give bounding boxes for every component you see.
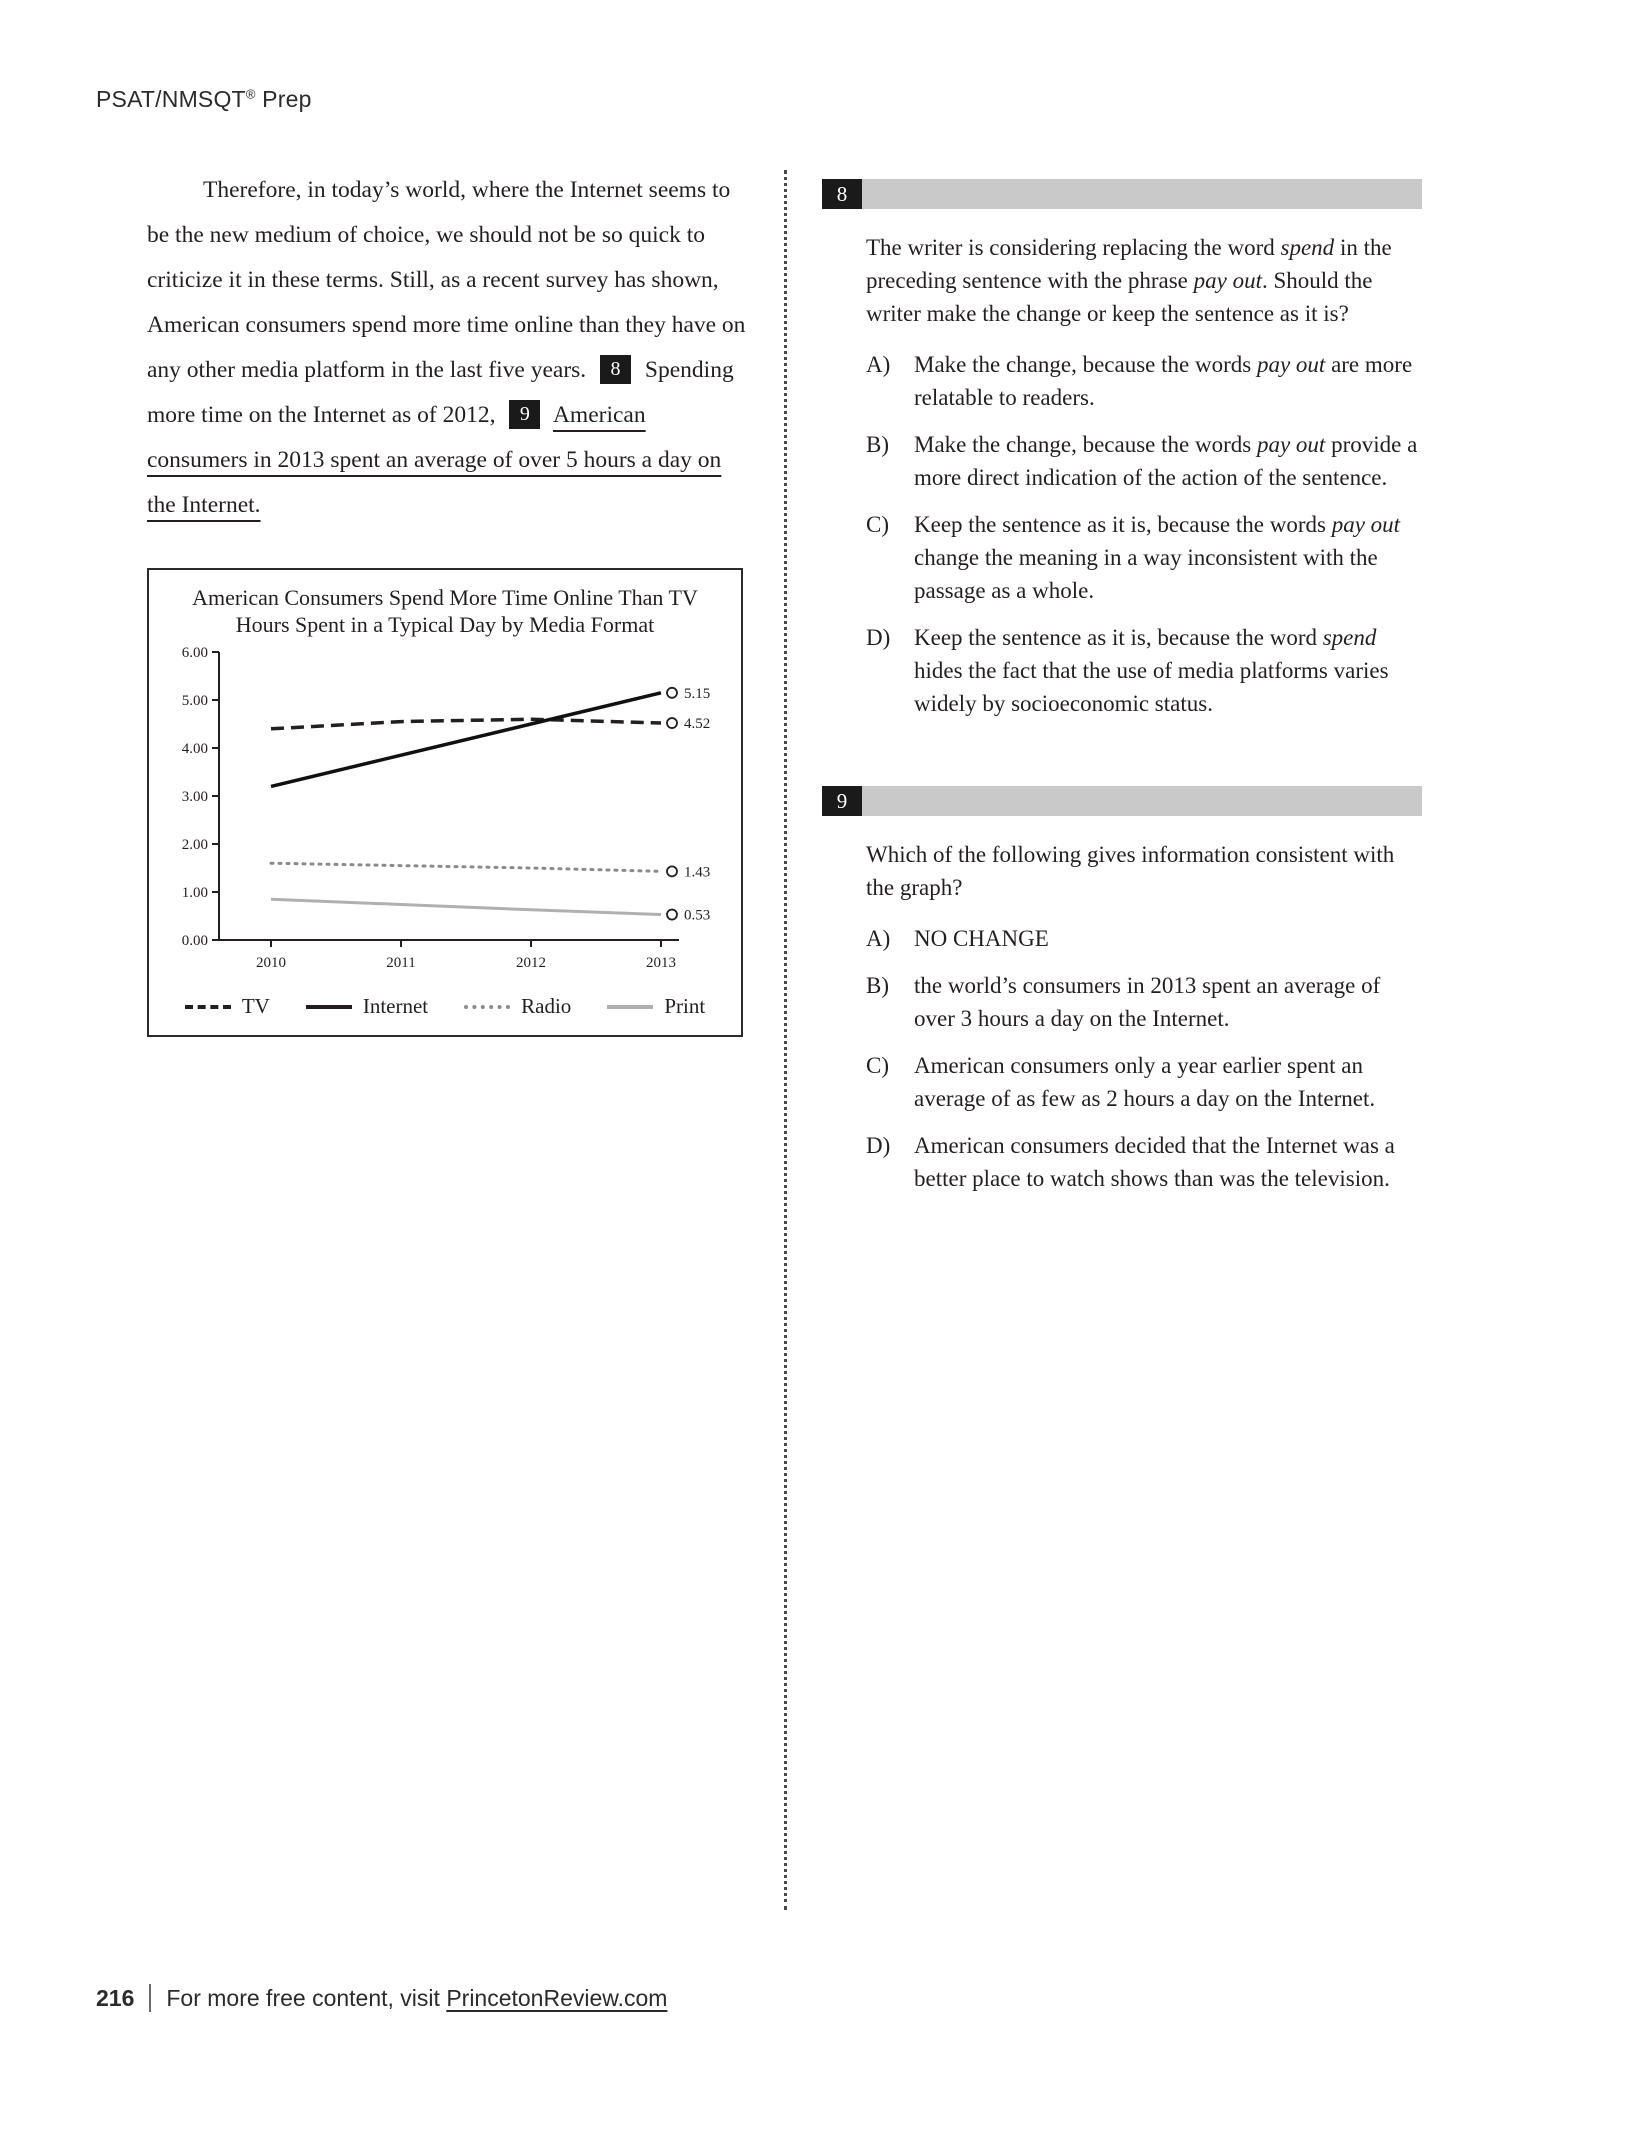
legend-item-tv [185, 994, 270, 1019]
svg-text:5.15: 5.15 [684, 685, 711, 702]
footer-text: For more free content, visit [166, 1984, 440, 2011]
left-column [147, 168, 747, 1037]
choice-9d-letter: D) [866, 1133, 891, 1158]
choice-9c-letter: C) [866, 1053, 889, 1078]
choice-8d-italic: spend [1322, 625, 1377, 650]
choice-8d-part: Keep the sentence as it is, because the word [914, 625, 1323, 650]
passage-marker-8: 8 [600, 355, 631, 384]
q8-stem-part: in the preceding sentence with the phrase [866, 235, 1392, 293]
choice-8c-part: change the meaning in a way inconsistent with the passage as a whole. [914, 545, 1378, 603]
question-9 [822, 786, 1422, 1195]
choice-8b-part: provide a more direct indication of the action of the sentence. [914, 432, 1418, 490]
legend-label-print: Print [664, 994, 706, 1018]
svg-text:2012: 2012 [516, 955, 546, 971]
svg-text:2013: 2013 [646, 955, 676, 971]
page-number: 216 [96, 1984, 135, 2011]
choice-9b [866, 969, 1422, 1035]
legend-item-print [607, 994, 705, 1019]
svg-text:4.00: 4.00 [181, 741, 208, 757]
choice-9d [866, 1129, 1422, 1195]
passage-underlined-sentence: American consumers in 2013 spent an average of over 5 hours a day on the Internet. [147, 402, 722, 518]
choice-8a-part: are more relatable to readers. [914, 352, 1413, 410]
choice-8b-letter: B) [866, 432, 889, 457]
svg-text:2.00: 2.00 [181, 837, 208, 853]
registered-mark: ® [245, 86, 256, 102]
question-9-choices [822, 922, 1422, 1195]
q8-stem-part: . Should the writer make the change or keep the sentence as it is? [866, 268, 1373, 326]
legend-item-radio [464, 994, 571, 1019]
choice-8c-part: Keep the sentence as it is, because the words [914, 512, 1332, 537]
radio-dotted-line-sample [464, 1005, 510, 1009]
print-gray-line-sample [607, 1005, 653, 1009]
chart-plot [149, 640, 739, 992]
chart-title-line2: Hours Spent in a Typical Day by Media Format [235, 612, 655, 637]
tv-dashed-line-sample [185, 1005, 231, 1009]
legend-label-radio: Radio [521, 994, 572, 1018]
choice-9b-letter: B) [866, 973, 889, 998]
question-8 [822, 179, 1422, 720]
choice-9d-text: American consumers decided that the Internet was a better place to watch shows than was the television. [914, 1133, 1395, 1191]
legend-label-internet: Internet [362, 994, 429, 1018]
q8-stem-italic-spend: spend [1280, 235, 1335, 260]
page-footer [96, 1984, 667, 2012]
svg-text:1.43: 1.43 [684, 864, 711, 881]
svg-text:4.52: 4.52 [684, 716, 711, 733]
choice-9b-text: the world’s consumers in 2013 spent an average of over 3 hours a day on the Internet. [914, 973, 1381, 1031]
passage-text [147, 168, 747, 528]
column-divider-dotted-line [784, 170, 787, 1910]
choice-9c-text: American consumers only a year earlier spent an average of as few as 2 hours a day on the Internet. [914, 1053, 1376, 1111]
legend-item-internet [306, 994, 428, 1019]
svg-text:2011: 2011 [386, 955, 416, 971]
choice-8a-part: Make the change, because the words [914, 352, 1257, 377]
svg-text:0.53: 0.53 [684, 907, 711, 924]
choice-9a-letter: A) [866, 926, 891, 951]
header-suffix: Prep [255, 86, 312, 112]
svg-text:3.00: 3.00 [181, 789, 208, 805]
choice-8c-text [914, 508, 1422, 607]
svg-text:0.00: 0.00 [181, 933, 208, 949]
passage-marker-9: 9 [509, 400, 540, 429]
choice-8d-letter: D) [866, 625, 891, 650]
passage-part-1: Therefore, in today’s world, where the Internet seems to be the new medium of choice, we should not be so quick to criticize it in these terms. Still, as a recent survey has shown, American consumers spend more time online than they have on any other media platform in the last five years. [147, 177, 746, 383]
passage-part-2: Spending more time on the Internet as of 2012, [147, 357, 734, 428]
chart [147, 568, 743, 1037]
q8-stem-italic-pay-out: pay out [1193, 268, 1262, 293]
question-8-choices [822, 348, 1422, 720]
choice-8a [866, 348, 1422, 414]
choice-8c [866, 508, 1422, 607]
choice-8b [866, 428, 1422, 494]
choice-8b-text [914, 428, 1422, 494]
svg-text:1.00: 1.00 [181, 885, 208, 901]
choice-8d-text [914, 621, 1422, 720]
footer-link[interactable]: PrincetonReview.com [446, 1984, 668, 2011]
choice-8d [866, 621, 1422, 720]
question-9-number-box: 9 [822, 786, 862, 816]
chart-title-line1: American Consumers Spend More Time Online Than TV [192, 585, 698, 610]
choice-8b-italic: pay out [1256, 432, 1326, 457]
question-8-number-box: 8 [822, 179, 862, 209]
q8-stem-part: The writer is considering replacing the word [866, 235, 1281, 260]
choice-8a-text [914, 348, 1422, 414]
choice-8c-letter: C) [866, 512, 889, 537]
question-9-header-bar [822, 786, 1422, 816]
question-8-header-bar [822, 179, 1422, 209]
choice-8b-part: Make the change, because the words [914, 432, 1257, 457]
choice-9c [866, 1049, 1422, 1115]
choice-8d-part: hides the fact that the use of media platforms varies widely by socioeconomic status. [914, 658, 1389, 716]
chart-legend [149, 992, 741, 1035]
choice-9a [866, 922, 1422, 955]
svg-text:5.00: 5.00 [181, 693, 208, 709]
choice-8a-letter: A) [866, 352, 891, 377]
question-8-stem [866, 231, 1422, 330]
legend-label-tv: TV [241, 994, 270, 1018]
internet-solid-line-sample [306, 1005, 352, 1009]
header-brand: PSAT/NMSQT [96, 86, 246, 112]
choice-9a-text: NO CHANGE [914, 926, 1049, 951]
question-9-stem: Which of the following gives information consistent with the graph? [866, 842, 1395, 900]
svg-text:6.00: 6.00 [181, 645, 208, 661]
right-column [822, 179, 1422, 1209]
footer-divider [149, 1984, 151, 2012]
page-header [96, 86, 312, 113]
choice-8a-italic: pay out [1256, 352, 1326, 377]
choice-8c-italic: pay out [1331, 512, 1401, 537]
svg-text:2010: 2010 [256, 955, 286, 971]
